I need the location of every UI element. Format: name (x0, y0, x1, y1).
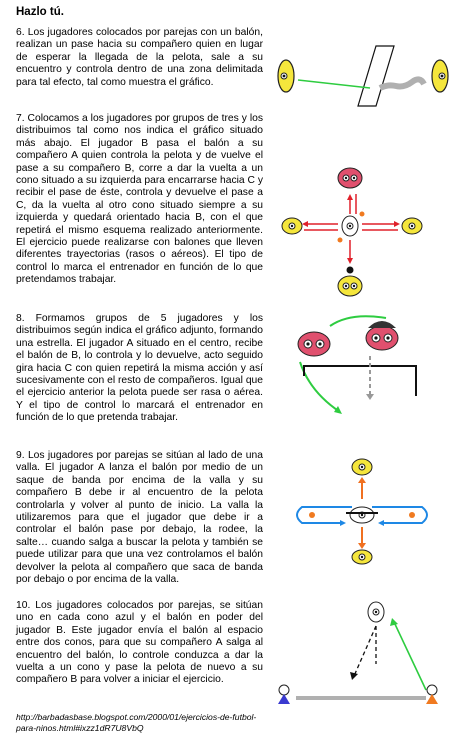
player-b-icon (366, 321, 398, 350)
cone-icon (338, 238, 343, 243)
goal-icon (304, 366, 416, 396)
blue-cone-left-icon (278, 685, 290, 704)
exercise-7-number: 7. (16, 113, 25, 124)
orange-cone-right-icon (426, 685, 438, 704)
player-a-center-icon (342, 216, 358, 236)
player-a-icon (278, 60, 294, 92)
green-return-arrow (394, 622, 426, 690)
blue-loop-left (297, 507, 352, 523)
player-bottom-icon (352, 550, 372, 564)
diagram-exercise-10 (276, 600, 446, 710)
exercise-8-text (16, 313, 263, 425)
diagram-exercise-6 (276, 30, 456, 110)
exercise-7-body: Colocamos a los jugadores por grupos de tres y los distribuimos tal como nos indica el gráfico situado más abajo. El jugador B pasa el balón a su compañero A quien controla la pelota y de vuelve el pase a su compañero B, corre a dar la vuelta a un cono situado a su izquierda para encarrarse hacia C y recibir el pase de éste, controla y devuelve el pase a C, da la vuelta al otro cono situado siempre a su izquierda y quedará orientado hacia B, con el que repetirá el mismo esquema realizado anteriormente. El ejercicio puede realizarse con balones que lleven diferentes trayectorias (rasos o aéreos). El tipo de control lo marca el entrenador en función de lo que pretendamos trabajar. (16, 113, 263, 286)
control-zone-shape (358, 46, 394, 106)
player-a-icon (298, 332, 330, 356)
exercise-10-body: Los jugadores colocados por parejas, se sitúan uno en cada cono azul y el balón en poder del jugador B. Este jugador envía el balón al espacio entre dos conos, para que su compañero A salga al encuentro del balón, lo controle conduzca a dar la vuelta a un cono y pase la pelota de nuevo a su compañero B para volver a iniciar el ejercicio. (16, 600, 263, 686)
cone-left-icon (309, 512, 315, 518)
page-heading: Hazlo tú. (16, 6, 64, 18)
exercise-6-number: 6. (16, 27, 25, 38)
player-run-trail (380, 79, 424, 88)
diagram-exercise-8 (290, 310, 440, 420)
green-arrow-bottom (300, 362, 340, 412)
exercise-10-number: 10. (16, 600, 31, 611)
diagram-exercise-9 (282, 455, 442, 565)
exercise-10-text (16, 600, 263, 687)
player-top-icon (352, 459, 372, 475)
player-b-icon (432, 60, 448, 92)
exercise-6-text (16, 27, 263, 89)
player-right-icon (402, 218, 422, 234)
diagram-exercise-7 (280, 158, 430, 308)
exercise-9-text (16, 450, 263, 586)
player-b-icon (338, 276, 362, 296)
exercise-9-body: Los jugadores por parejas se sitúan al lado de una valla. El jugador A lanza el balón por medio de un saque de banda por encima de la valla y su compañero B debe ir al encuentro de la pelota controlarla y volver al punto de inicio. La valla la utilizaremos para que el jugador que debe ir a controlar el balón pase por debajo, la rodee, la salte… cuando salga a buscar la pelota y también se puede utilizar para que una vez controlamos el balón devolver la pelota al compañero que saca de banda por debajo o por encima de la valla. (16, 450, 263, 586)
player-c-icon (338, 168, 362, 188)
ball-icon (347, 267, 354, 274)
pass-arrow (298, 80, 370, 88)
player-a-icon (368, 602, 384, 622)
exercise-9-number: 9. (16, 450, 25, 461)
dashed-pass (354, 626, 376, 676)
exercise-6-body: Los jugadores colocados por parejas con un balón, realizan un pase hacia su compañero quien en lugar de esperar la llegada de la pelota, sale a su encuentro y controla dentro de una zona delimitada para tal efecto, tal como muestra el gráfico. (16, 27, 263, 88)
player-center-icon (350, 507, 374, 523)
exercise-8-number: 8. (16, 313, 25, 324)
exercise-7-text (16, 113, 263, 287)
blue-loop-right (372, 507, 427, 523)
source-url: http://barbadasbase.blogspot.com/2000/01/ejercicios-de-futbol-para-ninos.html#ixzz1dR7U8VbQ (16, 712, 257, 733)
player-left-icon (282, 218, 302, 234)
cone-right-icon (409, 512, 415, 518)
exercise-8-body: Formamos grupos de 5 jugadores y los distribuimos según indica el gráfico adjunto, formando una estrella. El jugador A situado en el centro, recibe el balón de B, lo controla y lo devuelve, acto seguido gira hacia C con quien repetirá la misma acción y así sucesivamente con el resto de compañeros. Igual que el ejercicio anterior la pelota puede ser rasa o aérea. Y el tipo de control lo marcará el entrenador en función de lo que pretenda trabajar. (16, 313, 263, 424)
